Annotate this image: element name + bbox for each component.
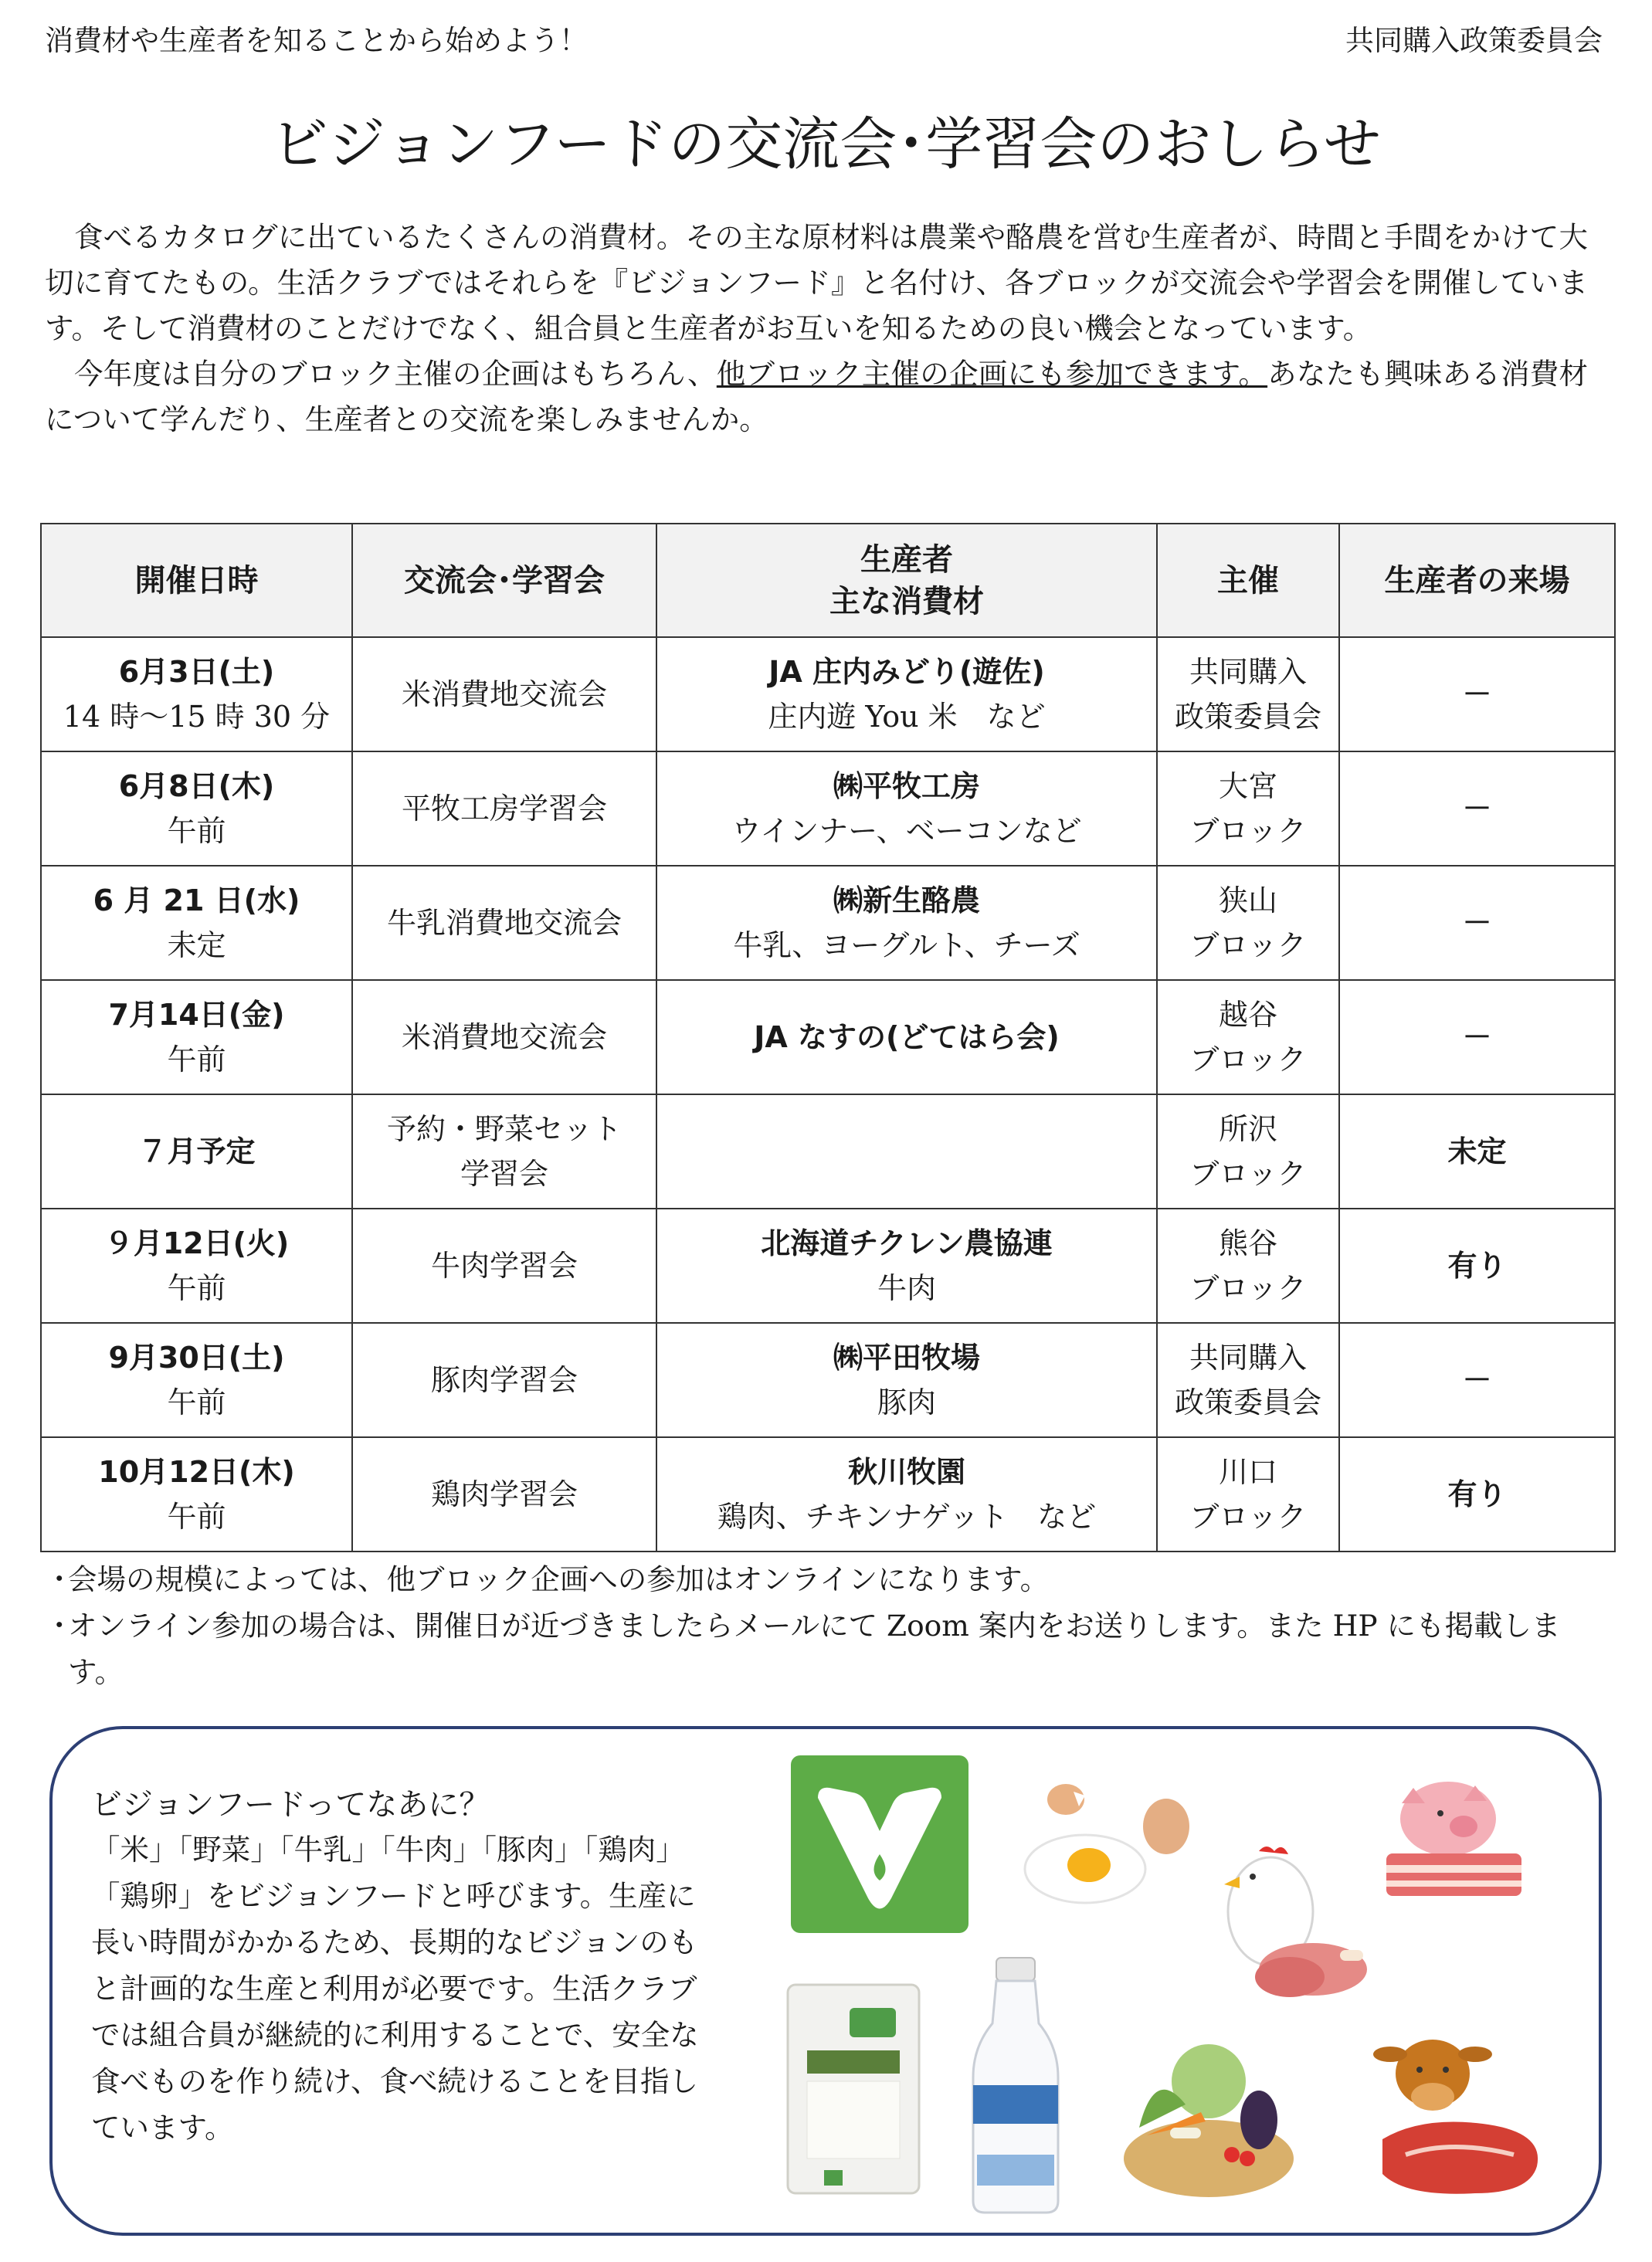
note-item — [45, 1602, 1597, 1695]
header-host: 主催 — [1157, 524, 1339, 637]
producer-products: 庄内遊 You 米 など — [768, 700, 1046, 734]
event-name-line1: 予約・野菜セット — [386, 1112, 622, 1146]
cell-host — [1157, 1209, 1339, 1323]
host-line1: 大宮 — [1218, 769, 1277, 803]
table-header-row — [41, 524, 1615, 637]
egg-icon — [1019, 1776, 1205, 1918]
intro-paragraph-1: 食べるカタログに出ているたくさんの消費材。その主な原材料は農業や酪農を営む生産者が、時間と手間をかけて大切に育てたもの。生活クラブではそれらを『ビジョンフード』と名付け、各ブロックが交流会や学習会を開催しています。そして消費材のことだけでなく、組合員と生産者がお互いを知るための良い機会となっています。 — [45, 220, 1588, 345]
producer-products: 牛乳、ヨーグルト、チーズ — [733, 928, 1080, 962]
producer-name: JA 庄内みどり(遊佐) — [768, 655, 1045, 689]
cell-visit: 未定 — [1339, 1094, 1615, 1209]
host-line2: ブロック — [1189, 814, 1307, 848]
cell-date — [41, 980, 352, 1094]
cell-event: 米消費地交流会 — [352, 980, 656, 1094]
table-row — [41, 980, 1615, 1094]
note-bullet: ・ — [45, 1562, 74, 1596]
host-line2: 政策委員会 — [1174, 700, 1321, 734]
cell-host — [1157, 1094, 1339, 1209]
producer-name: JA なすの(どてはら会) — [754, 1020, 1060, 1054]
event-time: 14 時～15 時 30 分 — [63, 700, 331, 734]
intro-text — [45, 215, 1588, 443]
note-text: 会場の規模によっては、他ブロック企画への参加はオンラインになります。 — [68, 1562, 1050, 1596]
event-date: 9月30日(土) — [108, 1341, 285, 1375]
host-line2: 政策委員会 — [1174, 1385, 1321, 1419]
cell-visit: 有り — [1339, 1209, 1615, 1323]
cell-producer — [656, 866, 1157, 980]
event-date: ７月予定 — [137, 1134, 256, 1168]
host-line1: 川口 — [1218, 1455, 1277, 1489]
producer-products: 鶏肉、チキンナゲット など — [717, 1500, 1097, 1534]
event-time: 午前 — [167, 1043, 226, 1077]
host-line1: 越谷 — [1218, 998, 1277, 1032]
cell-visit: － — [1339, 751, 1615, 866]
cell-event: 牛乳消費地交流会 — [352, 866, 656, 980]
header-producer-line2: 主な消費材 — [829, 583, 984, 619]
header-committee: 共同購入政策委員会 — [1345, 24, 1603, 57]
table-row — [41, 1437, 1615, 1552]
cell-host — [1157, 980, 1339, 1094]
cell-producer — [656, 980, 1157, 1094]
cell-producer — [656, 637, 1157, 751]
cell-event: 牛肉学習会 — [352, 1209, 656, 1323]
host-line2: ブロック — [1189, 1043, 1307, 1077]
cell-date — [41, 1209, 352, 1323]
cell-producer — [656, 1094, 1157, 1209]
cell-date — [41, 1094, 352, 1209]
event-date: 6 月 21 日(水) — [93, 883, 300, 917]
cell-host — [1157, 637, 1339, 751]
intro-paragraph-2 — [45, 351, 1588, 443]
table-row — [41, 1323, 1615, 1437]
header-date: 開催日時 — [41, 524, 352, 637]
host-line1: 狭山 — [1218, 883, 1277, 917]
cell-event: 豚肉学習会 — [352, 1323, 656, 1437]
cell-host — [1157, 866, 1339, 980]
intro-p2-underline: 他ブロック主催の企画にも参加できます。 — [716, 357, 1268, 391]
cell-host — [1157, 751, 1339, 866]
producer-name: 秋川牧園 — [847, 1455, 965, 1489]
cell-visit: 有り — [1339, 1437, 1615, 1552]
event-date: 6月3日(土) — [118, 655, 275, 689]
cell-event — [352, 1094, 656, 1209]
producer-products: 牛肉 — [877, 1271, 936, 1305]
header-slogan: 消費材や生産者を知ることから始めよう！ — [45, 24, 588, 57]
table-row — [41, 751, 1615, 866]
table-row — [41, 866, 1615, 980]
event-time: 午前 — [167, 1500, 226, 1534]
note-item — [45, 1556, 1597, 1602]
cell-visit: － — [1339, 637, 1615, 751]
note-text: オンライン参加の場合は、開催日が近づきましたらメールにて Zoom 案内をお送りします。また HP にも掲載します。 — [68, 1609, 1561, 1689]
vision-food-logo-icon — [791, 1755, 968, 1933]
rice-bag-icon — [776, 1977, 931, 2204]
cell-host — [1157, 1323, 1339, 1437]
cell-producer — [656, 1209, 1157, 1323]
event-time: 午前 — [167, 1271, 226, 1305]
cell-host — [1157, 1437, 1339, 1552]
cell-event: 平牧工房学習会 — [352, 751, 656, 866]
notes — [45, 1556, 1597, 1695]
host-line1: 熊谷 — [1218, 1226, 1277, 1260]
host-line1: 共同購入 — [1189, 1341, 1307, 1375]
cell-event: 鶏肉学習会 — [352, 1437, 656, 1552]
producer-products: ウインナー、ベーコンなど — [731, 814, 1082, 848]
cell-visit: － — [1339, 866, 1615, 980]
table-row — [41, 1209, 1615, 1323]
event-date: 7月14日(金) — [108, 998, 285, 1032]
cell-date — [41, 1323, 352, 1437]
cell-visit: － — [1339, 1323, 1615, 1437]
cell-date — [41, 866, 352, 980]
producer-products: 豚肉 — [877, 1385, 936, 1419]
cell-event: 米消費地交流会 — [352, 637, 656, 751]
schedule-table — [40, 523, 1616, 1552]
event-date: 6月8日(木) — [118, 769, 275, 803]
event-date: ９月12日(火) — [103, 1226, 290, 1260]
header-producer — [656, 524, 1157, 637]
page-title: ビジョンフードの交流会･学習会のおしらせ — [270, 111, 1382, 178]
table-row — [41, 637, 1615, 751]
cell-date — [41, 751, 352, 866]
chicken-icon — [1205, 1842, 1375, 2007]
event-time: 午前 — [167, 814, 226, 848]
header-visit: 生産者の来場 — [1339, 524, 1615, 637]
event-time: 未定 — [167, 928, 226, 962]
cell-date — [41, 637, 352, 751]
event-time: 午前 — [167, 1385, 226, 1419]
cell-date — [41, 1437, 352, 1552]
producer-name: 北海道チクレン農協連 — [761, 1226, 1053, 1260]
event-date: 10月12日(木) — [98, 1455, 295, 1489]
producer-name: ㈱平牧工房 — [833, 769, 980, 803]
producer-name: ㈱平田牧場 — [833, 1341, 980, 1375]
pig-icon — [1379, 1776, 1525, 1903]
host-line2: ブロック — [1189, 1500, 1307, 1534]
intro-p2-post: あなたも興味ある消費材について学んだり、生産者との交流を楽しみませんか。 — [45, 357, 1589, 436]
producer-name: ㈱新生酪農 — [833, 883, 980, 917]
info-body: 「米」「野菜」「牛乳」「牛肉」「豚肉」「鶏肉」「鶏卵」をビジョンフードと呼びます。生産に長い時間がかかるため、長期的なビジョンのもと計画的な生産と利用が必要です。生活クラブでは組合員が継続的に利用することで、安全な食べものを作り続け、食べ続けることを目指しています。 — [91, 1833, 699, 2145]
host-line2: ブロック — [1189, 1157, 1307, 1191]
host-line2: ブロック — [1189, 1271, 1307, 1305]
table-row — [41, 1094, 1615, 1209]
vegetables-icon — [1116, 2020, 1301, 2208]
cell-producer — [656, 1323, 1157, 1437]
cell-producer — [656, 751, 1157, 866]
header-event: 交流会･学習会 — [352, 524, 656, 637]
host-line1: 共同購入 — [1189, 655, 1307, 689]
host-line2: ブロック — [1189, 928, 1307, 962]
intro-p2-pre: 今年度は自分のブロック主催の企画はもちろん、 — [74, 357, 717, 391]
milk-bottle-icon — [962, 1954, 1070, 2220]
note-bullet: ・ — [45, 1609, 74, 1643]
info-title: ビジョンフードってなあに？ — [91, 1787, 490, 1823]
cell-producer — [656, 1437, 1157, 1552]
host-line1: 所沢 — [1218, 1112, 1277, 1146]
event-name-line2: 学習会 — [460, 1157, 548, 1191]
cell-visit: － — [1339, 980, 1615, 1094]
header-producer-line1: 生産者 — [860, 541, 953, 578]
cow-icon — [1359, 2031, 1552, 2204]
